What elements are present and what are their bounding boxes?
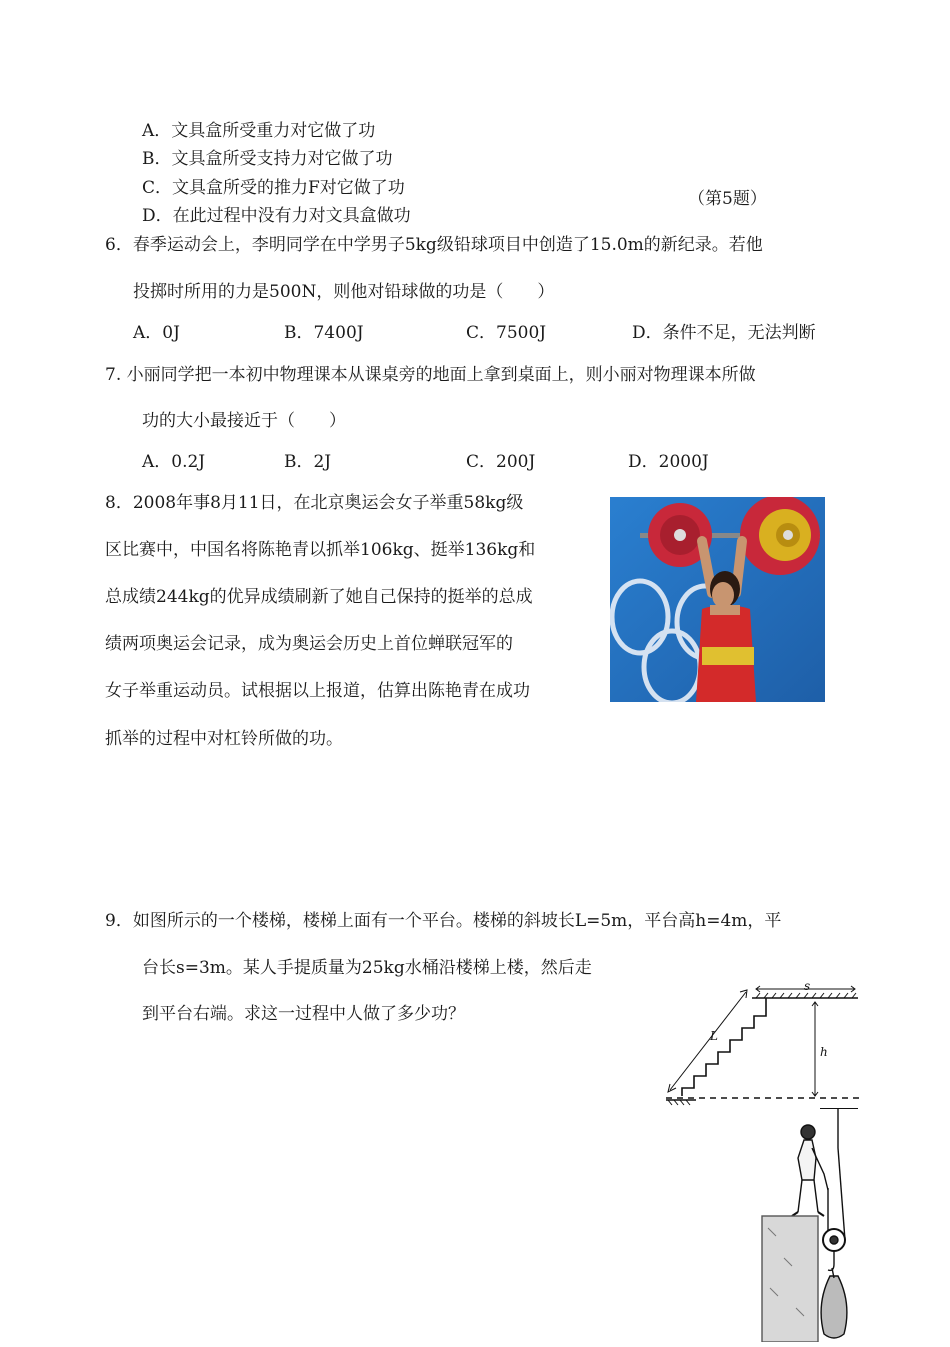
q9-stem-line3: 到平台右端。求这一过程中人做了多少功？	[142, 1004, 465, 1024]
label-s: s	[804, 979, 811, 993]
staircase-diagram	[660, 978, 865, 1113]
q8-line6: 抓举的过程中对杠铃所做的功。	[105, 729, 343, 749]
q7-stem-line1: 7. 小丽同学把一本初中物理课本从课桌旁的地面上拿到桌面上，则小丽对物理课本所做	[105, 365, 756, 385]
pulley-diagram	[758, 1108, 868, 1342]
q8-line3: 总成绩244kg的优异成绩刷新了她自己保持的挺举的总成	[105, 587, 533, 607]
q6-stem-line1: 6．春季运动会上，李明同学在中学男子5kg级铅球项目中创造了15.0m的新纪录。若他	[105, 235, 763, 255]
label-L: L	[710, 1029, 718, 1043]
q7-option-c: C．200J	[466, 452, 536, 472]
q6-option-c: C．7500J	[466, 323, 547, 343]
q5-option-a: A．文具盒所受重力对它做了功	[142, 121, 376, 141]
q8-line5: 女子举重运动员。试根据以上报道，估算出陈艳青在成功	[105, 681, 530, 701]
q7-option-b: B．2J	[284, 452, 332, 472]
q5-option-d: D．在此过程中没有力对文具盒做功	[142, 206, 411, 226]
q5-option-c: C．文具盒所受的推力F对它做了功	[142, 178, 405, 198]
label-h: h	[820, 1045, 828, 1059]
q9-stem-line1: 9．如图所示的一个楼梯，楼梯上面有一个平台。楼梯的斜坡长L=5m，平台高h=4m，平	[105, 911, 782, 931]
q7-stem-line2: 功的大小最接近于（ ）	[142, 411, 346, 431]
q6-option-d: D．条件不足，无法判断	[632, 323, 816, 343]
weightlifter-photo	[610, 497, 825, 702]
q6-option-a: A．0J	[133, 323, 180, 343]
q5-caption: （第5题）	[688, 189, 767, 209]
q8-line1: 8．2008年事8月11日，在北京奥运会女子举重58kg级	[105, 493, 524, 513]
q5-option-b: B．文具盒所受支持力对它做了功	[142, 149, 393, 169]
q7-option-d: D．2000J	[628, 452, 709, 472]
q7-option-a: A．0.2J	[142, 452, 206, 472]
q6-option-b: B．7400J	[284, 323, 364, 343]
q9-stem-line2: 台长s=3m。某人手提质量为25kg水桶沿楼梯上楼，然后走	[142, 958, 592, 978]
q6-stem-line2: 投掷时所用的力是500N，则他对铅球做的功是（ ）	[133, 282, 555, 302]
q8-line2: 区比赛中，中国名将陈艳青以抓举106kg、挺举136kg和	[105, 540, 536, 560]
q8-line4: 绩两项奥运会记录，成为奥运会历史上首位蝉联冠军的	[105, 634, 513, 654]
